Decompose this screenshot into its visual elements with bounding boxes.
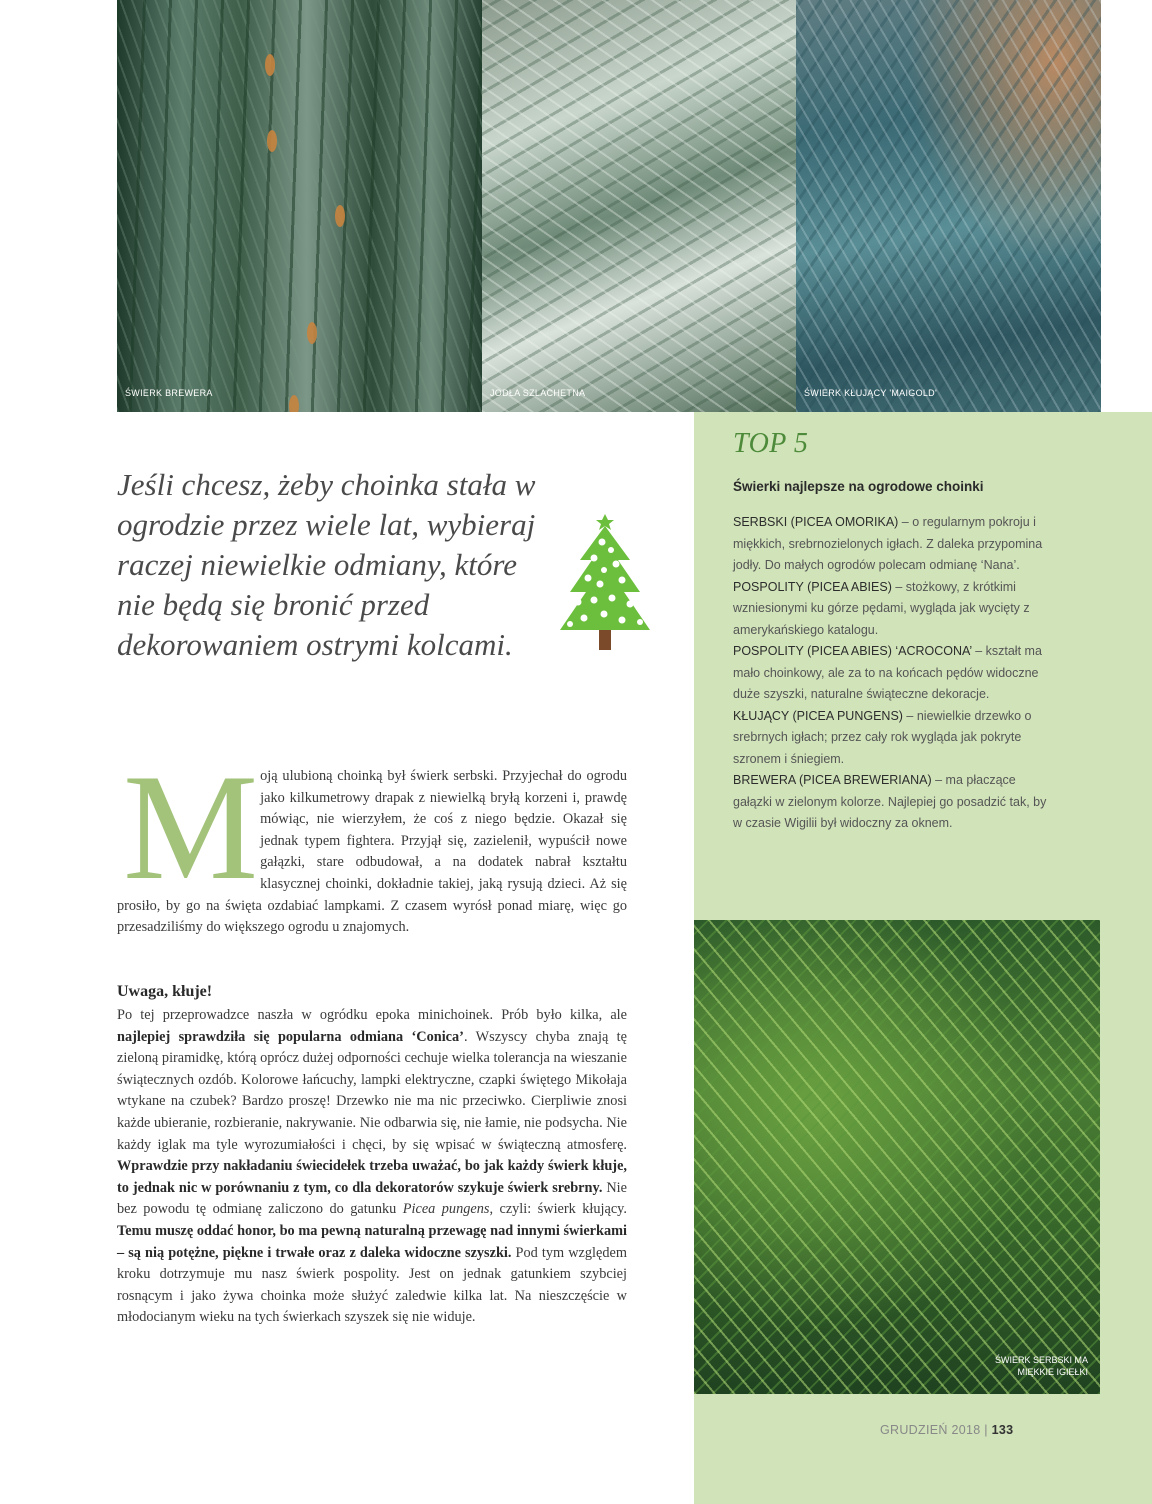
- body-bold: najlepiej sprawdziła się popularna odmiana ‘Conica’: [117, 1028, 464, 1045]
- top5-heading: TOP 5: [733, 428, 809, 459]
- body-text: Pod tym względem kroku dotrzymuje mu nasz świerk pospolity. Jest on jednak gatunkiem szybciej rosnącym i jako żywa choinka może służyć zaledwie kilka lat. Na nieszczęście w młodocianym wieku na tych świerkach szyszek się nie widuje.: [117, 1244, 627, 1326]
- body-bold: Temu muszę oddać honor, bo ma pewną naturalną przewagę nad innymi świerkami – są nią potężne, piękne i trwałe oraz z daleka widoczne szyszki.: [117, 1222, 627, 1261]
- pull-quote: Jeśli chcesz, żeby choinka stała w ogrodzie przez wiele lat, wybieraj raczej niewielkie odmiany, które nie będą się bronić przed dekorowaniem ostrymi kolcami.: [117, 467, 536, 662]
- caption-line: ŚWIERK SERBSKI MA: [994, 1355, 1088, 1365]
- article-body: [117, 1005, 627, 1329]
- caption-line: MIĘKKIE IGIEŁKI: [1017, 1367, 1088, 1377]
- entry-desc: – o regularnym pokroju i miękkich, srebrnozielonych igłach. Z daleka przypomina jodły. Do małych ogrodów polecam odmianę ‘Nana’.: [733, 515, 1043, 572]
- body-text: , czyli: świerk kłujący.: [489, 1201, 627, 1218]
- entry-name: SERBSKI (PICEA OMORIKA): [733, 515, 899, 529]
- list-item: [733, 512, 1053, 577]
- entry-desc: – stożkowy, z krótkimi wzniesionymi ku górze pędami, wygląda jak wycięty z amerykańskiego katalogu.: [733, 579, 1030, 637]
- footer-separator: |: [984, 1423, 988, 1437]
- body-text: . Wszyscy chyba znają tę zieloną piramidkę, którą oprócz dużej odporności cechuje wielka tolerancja na wieszanie świątecznych ozdób. Kolorowe łańcuchy, lampki elektryczne, czapki świętego Mikołaja wtykane na czubek? Bardzo proszę! Drzewko nie ma nic przeciwko. Cierpliwie znosi każde ubieranie, rozbieranie, nakrywanie. Nie odbarwia się, nie łamie, nie podsycha. Nie każdy iglak ma tyle wyrozumiałości i chęci, by się wpisać w świąteczną atmosferę.: [117, 1028, 627, 1153]
- photo-blue-spruce: [796, 0, 1101, 412]
- list-item: [733, 577, 1053, 642]
- entry-name: POSPOLITY (PICEA ABIES): [733, 579, 892, 594]
- section-heading: Uwaga, kłuje!: [117, 983, 213, 1000]
- photo-brewer-spruce: [117, 0, 482, 412]
- page-footer: [880, 1423, 1013, 1437]
- body-italic: Picea pungens: [402, 1201, 490, 1218]
- top5-list: [733, 512, 1053, 835]
- list-item: [733, 770, 1053, 835]
- body-text: Po tej przeprowadzce naszła w ogródku epoka minichoinek. Prób było kilka, ale: [117, 1007, 627, 1023]
- entry-desc: – ma płaczące gałązki w zielonym kolorze. Najlepiej go posadzić tak, by w czasie Wigilii był widoczny za oknem.: [733, 773, 1047, 830]
- entry-desc: – niewielkie drzewko o srebrnych igłach; przez cały rok wygląda jak pokryte szronem i śniegiem.: [733, 708, 1032, 766]
- photo-caption: JODŁA SZLACHETNA: [490, 388, 586, 398]
- christmas-tree-icon: [556, 512, 654, 654]
- entry-desc: – kształt ma mało choinkowy, ale za to na końcach pędów widoczne duże szyszki, naturalne świąteczne dekoracje.: [733, 644, 1042, 701]
- article-intro: [117, 743, 627, 939]
- list-item: [733, 706, 1053, 771]
- body-text: Nie bez powodu tę odmianę zaliczono do gatunku: [117, 1179, 628, 1218]
- photo-serbian-spruce: [694, 920, 1100, 1394]
- list-item: [733, 641, 1053, 706]
- photo-caption: [995, 1354, 1088, 1378]
- body-bold: Wprawdzie przy nakładaniu świecidełek trzeba uważać, bo jak każdy świerk kłuje, to jednak nic w porównaniu z tym, co dla dekoratorów szykuje świerk srebrny.: [117, 1158, 627, 1196]
- drop-cap: M: [123, 743, 259, 911]
- photo-noble-fir: [482, 0, 796, 412]
- page-number: 133: [991, 1423, 1014, 1437]
- top5-subtitle: Świerki najlepsze na ogrodowe choinki: [733, 479, 984, 494]
- entry-name: KŁUJĄCY (PICEA PUNGENS): [733, 708, 903, 723]
- entry-name: POSPOLITY (PICEA ABIES) ‘ACROCONA’: [733, 644, 972, 658]
- intro-text: oją ulubioną choinką był świerk serbski. Przyjechał do ogrodu jako kilkumetrowy drapak z niewielką bryłą korzeni i, prawdę mówiąc, nie wierzyłem, że coś z niego będzie. Okazał się jednak typem fightera. Przyjął się, zazielenił, wypuścił nowe gałązki, stare odbudował, a na dodatek nabrał kształtu klasycznej choinki, dokładnie takiej, jaką rysują dzieci. Aż się prosiło, by go na święta ozdabiać lampkami. Z czasem wyrósł ponad miarę, więc go przesadziliśmy do większego ogrodu u znajomych.: [117, 768, 627, 936]
- entry-name: BREWERA (PICEA BREWERIANA): [733, 773, 932, 787]
- issue-date: GRUDZIEŃ 2018: [880, 1423, 981, 1437]
- photo-caption: ŚWIERK BREWERA: [125, 388, 213, 398]
- photo-caption: ŚWIERK KŁUJĄCY 'MAIGOLD': [804, 388, 937, 398]
